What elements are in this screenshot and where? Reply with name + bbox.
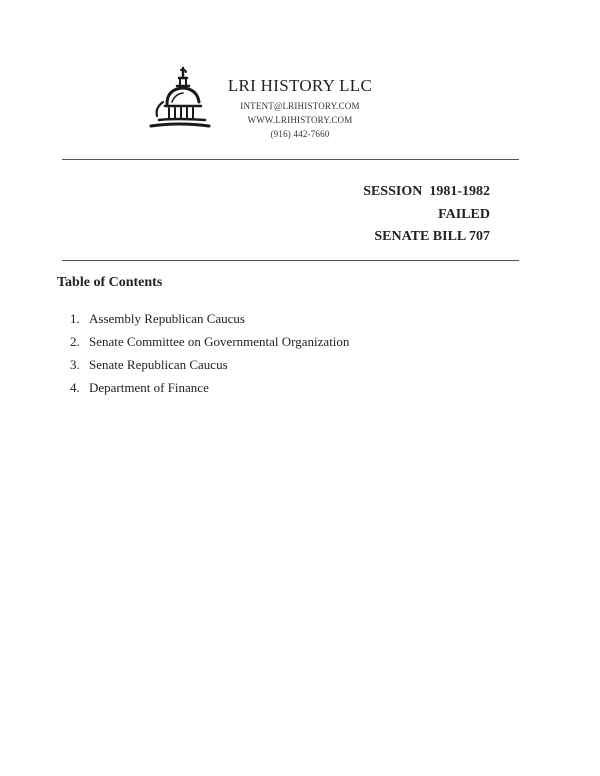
toc-item-label: Senate Republican Caucus [89, 357, 228, 372]
company-email: INTENT@LRIHISTORY.COM [240, 101, 360, 111]
company-phone: (916) 442-7660 [270, 129, 330, 139]
toc-title: Table of Contents [57, 275, 163, 290]
toc-item-number: 4. [70, 380, 80, 395]
toc-item [70, 376, 349, 399]
company-name: LRI HISTORY LLC [227, 76, 373, 95]
header-divider [62, 159, 519, 160]
toc-item-number: 3. [70, 357, 80, 372]
company-website: WWW.LRIHISTORY.COM [247, 115, 353, 125]
bill-info [363, 181, 490, 249]
section-divider [62, 260, 519, 261]
toc-item-label: Assembly Republican Caucus [89, 311, 245, 326]
toc-item-number: 1. [70, 311, 80, 326]
toc-list [70, 307, 349, 399]
session-label: SESSION 1981-1982 [363, 184, 490, 199]
capitol-dome-icon [145, 64, 213, 138]
bill-status: FAILED [438, 206, 490, 222]
toc-item-label: Senate Committee on Governmental Organization [89, 334, 350, 349]
toc-item [70, 307, 349, 330]
toc-item-label: Department of Finance [89, 380, 209, 395]
toc-item [70, 353, 349, 376]
bill-number: SENATE BILL 707 [374, 229, 490, 244]
toc-item-number: 2. [70, 334, 80, 349]
toc-item [70, 330, 349, 353]
company-header [220, 76, 380, 139]
